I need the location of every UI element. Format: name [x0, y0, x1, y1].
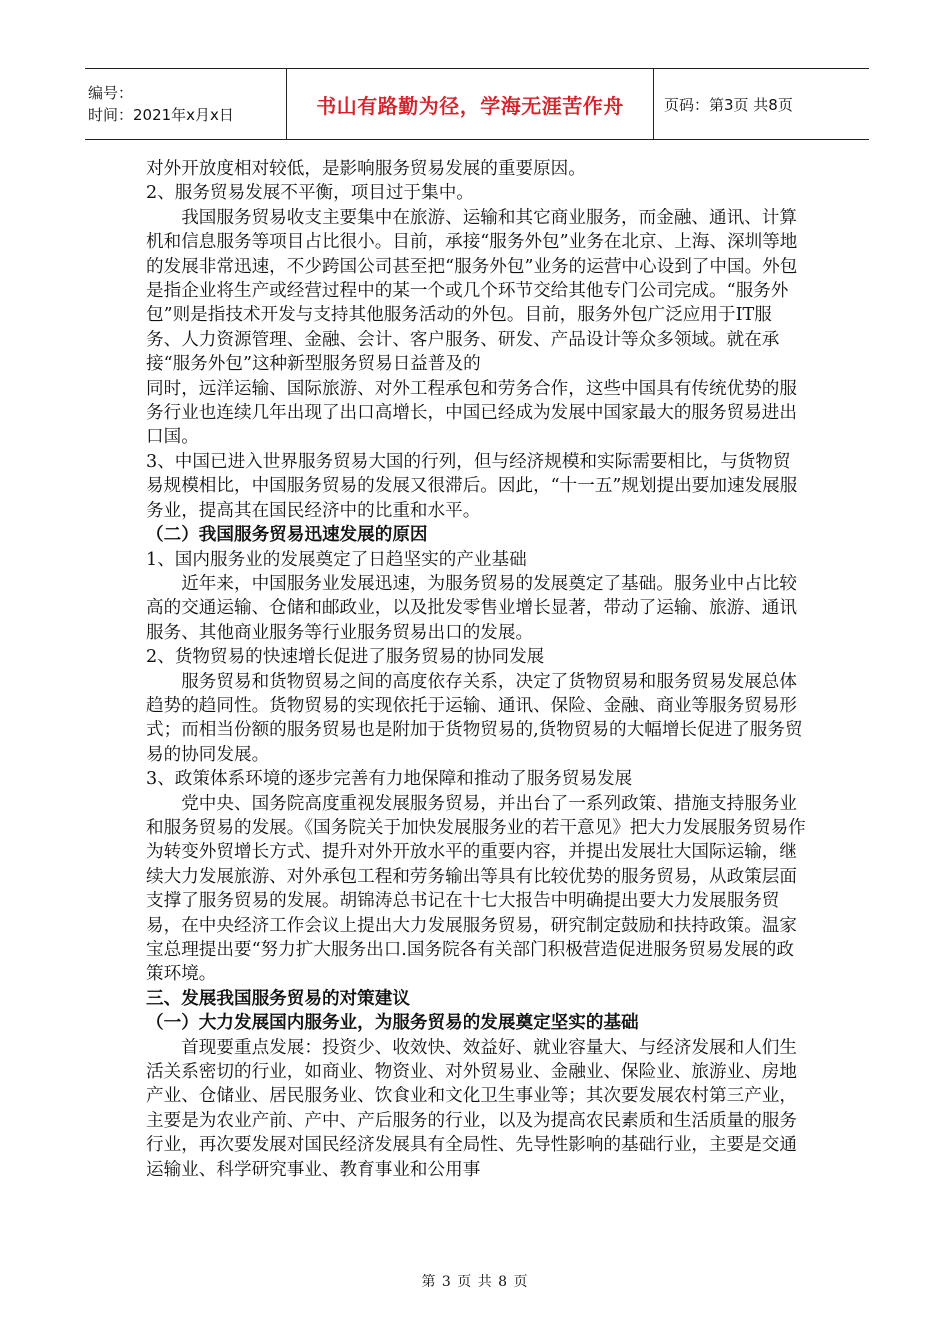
paragraph: 首现要重点发展：投资少、收效快、效益好、就业容量大、与经济发展和人们生活关系密切的行业，如商业、物资业、对外贸易业、金融业、保险业、旅游业、房地产业、仓储业、居民服务业、饮食业和文化卫生事业等；其次要发展农村第三产业，主要是为农业产前、产中、产后服务的行业，以及为提高农民素质和生活质量的服务行业，再次要发展对国民经济发展具有全局性、先导性影响的基础行业，主要是交通运输业、科学研究事业、教育事业和公用事 — [146, 1037, 797, 1180]
section-heading: 三、发展我国服务贸易的对策建议 — [146, 988, 410, 1009]
section-heading: （一）大力发展国内服务业，为服务贸易的发展奠定坚实的基础 — [146, 1013, 639, 1034]
document-body — [146, 157, 806, 1182]
paragraph: 同时，远洋运输、国际旅游、对外工程承包和劳务合作，这些中国具有传统优势的服务行业也连续几年出现了出口高增长，中国已经成为发展中国家最大的服务贸易进出口国。 — [146, 378, 797, 448]
document-number-label: 编号： — [88, 84, 134, 102]
header-page-number: 页码：第3页 共8页 — [654, 69, 870, 140]
subheading: 2、服务贸易发展不平衡，项目过于集中。 — [146, 183, 474, 204]
header-meta — [85, 69, 287, 140]
subheading: 1、国内服务业的发展奠定了日趋坚实的产业基础 — [146, 549, 527, 570]
page-footer: 第 3 页 共 8 页 — [421, 1274, 529, 1290]
subheading: 2、货物贸易的快速增长促进了服务贸易的协同发展 — [146, 647, 545, 668]
paragraph: 党中央、国务院高度重视发展服务贸易，并出台了一系列政策、措施支持服务业和服务贸易的发展。《国务院关于加快发展服务业的若干意见》把大力发展服务贸易作为转变外贸增长方式、提升对外开放水平的重要内容，并提出发展壮大国际运输，继续大力发展旅游、对外承包工程和劳务输出等具有比较优势的服务贸易，从政策层面支撑了服务贸易的发展。胡锦涛总书记在十七大报告中明确提出要大力发展服务贸易，在中央经济工作会议上提出大力发展服务贸易，研究制定鼓励和扶持政策。温家宝总理提出要“努力扩大服务出口.国务院各有关部门积极营造促进服务贸易发展的政策环境。 — [146, 793, 806, 985]
paragraph: 服务贸易和货物贸易之间的高度依存关系，决定了货物贸易和服务贸易发展总体趋势的趋同性。货物贸易的实现依托于运输、通讯、保险、金融、商业等服务贸易形式；而相当份额的服务贸易也是附加于货物贸易的,货物贸易的大幅增长促进了服务贸易的协同发展。 — [146, 671, 803, 765]
paragraph: 近年来，中国服务业发展迅速，为服务贸易的发展奠定了基础。服务业中占比较高的交通运输、仓储和邮政业，以及批发零售业增长显著，带动了运输、旅游、通讯服务、其他商业服务等行业服务贸易出口的发展。 — [146, 573, 797, 643]
paragraph: 对外开放度相对较低，是影响服务贸易发展的重要原因。 — [146, 159, 586, 179]
header-motto-cell — [287, 69, 654, 140]
paragraph: 我国服务贸易收支主要集中在旅游、运输和其它商业服务，而金融、通讯、计算机和信息服务等项目占比很小。目前，承接“服务外包”业务在北京、上海、深圳等地的发展非常迅速，不少跨国公司甚至把“服务外包”业务的运营中心设到了中国。外包是指企业将生产或经营过程中的某一个或几个环节交给其他专门公司完成。“服务外包”则是指技术开发与支持其他服务活动的外包。目前，服务外包广泛应用于IT服务、人力资源管理、金融、会计、客户服务、研发、产品设计等众多领域。就在承接“服务外包”这种新型服务贸易日益普及的 — [146, 207, 798, 375]
section-heading: （二）我国服务贸易迅速发展的原因 — [146, 525, 428, 546]
document-time-label: 时间：2021年x月x日 — [88, 106, 234, 124]
header-motto: 书山有路勤为径，学海无涯苦作舟 — [316, 93, 624, 118]
page-header — [85, 68, 869, 140]
paragraph: 3、中国已进入世界服务贸易大国的行列，但与经济规模和实际需要相比，与货物贸易规模相比，中国服务贸易的发展又很滞后。因此，“十一五”规划提出要加速发展服务业，提高其在国民经济中的比重和水平。 — [146, 451, 798, 521]
subheading: 3、政策体系环境的逐步完善有力地保障和推动了服务贸易发展 — [146, 769, 633, 790]
